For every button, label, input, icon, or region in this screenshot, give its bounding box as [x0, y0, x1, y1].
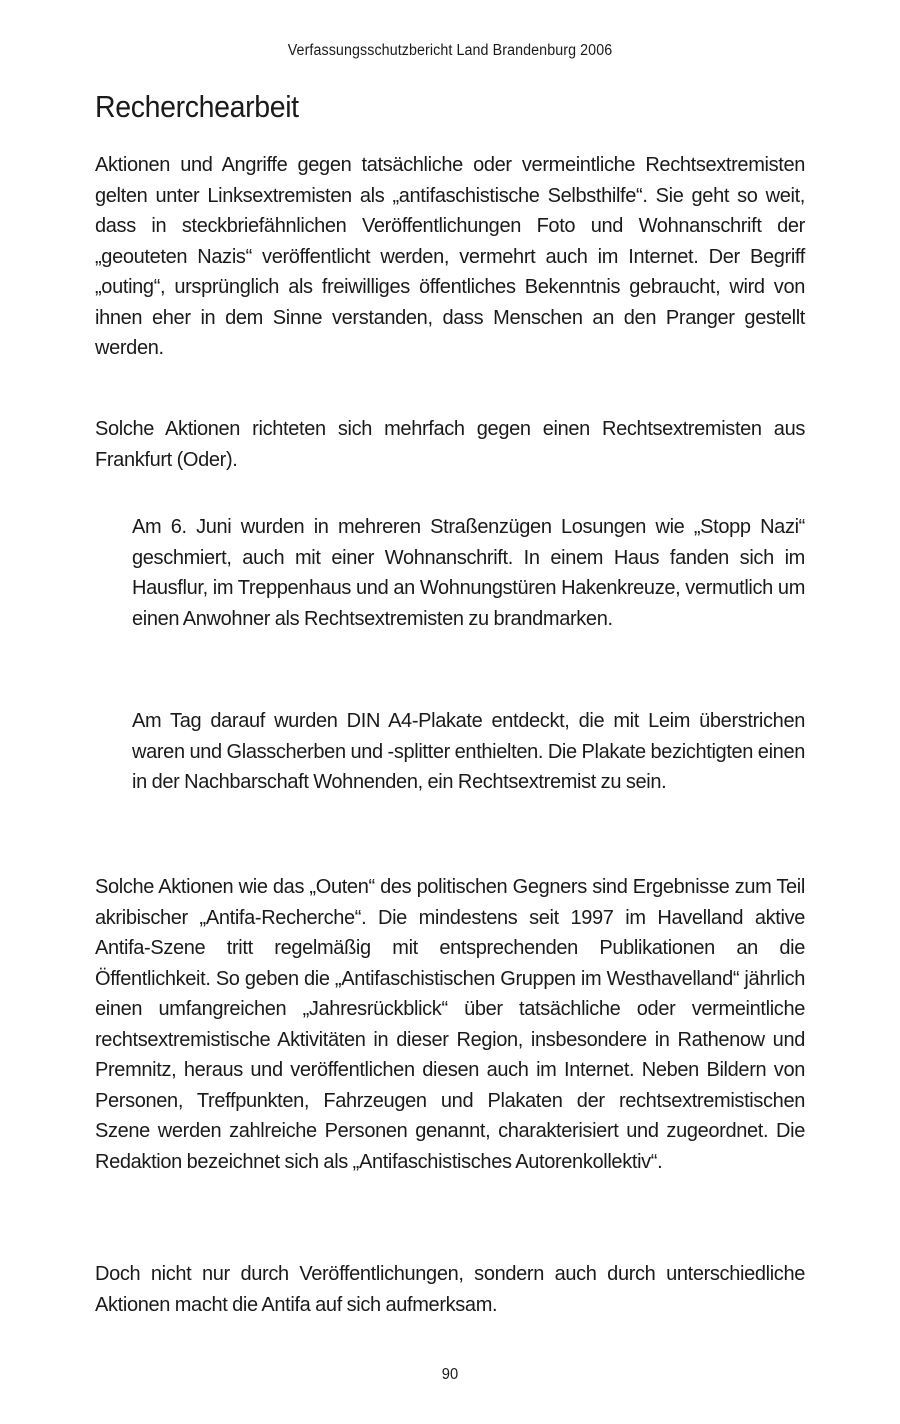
paragraph-antifa-actions: Doch nicht nur durch Veröffentlichungen, sondern auch durch unterschiedliche Aktionen macht die Antifa auf sich aufmerksam. — [95, 1263, 805, 1316]
paragraph-june-6-incident: Am 6. Juni wurden in mehreren Straßenzügen Losungen wie „Stopp Nazi“ geschmiert, auch mit einer Wohnanschrift. In einem Haus fanden sich im Hausflur, im Treppenhaus und an Wohnungstüren Hakenkreuze, vermutlich um einen Anwohner als Rechtsextremisten zu brandmarken. — [132, 516, 805, 630]
section-heading: Recherchearbeit — [95, 89, 299, 124]
paragraph-outing-intro: Aktionen und Angriffe gegen tatsächliche oder vermeintliche Rechtsextremisten gelten unter Linksextremisten als „antifaschistische Selbsthilfe“. Sie geht so weit, dass in steckbriefähnlichen Veröffentlichungen Foto und Wohnanschrift der „geouteten Nazis“ veröffentlicht werden, vermehrt auch im Internet. Der Begriff „outing“, ursprünglich als freiwilliges öffentliches Bekenntnis gebraucht, wird von ihnen eher in dem Sinne verstanden, dass Menschen an den Pranger gestellt werden. — [95, 154, 805, 359]
page-number: 90 — [441, 1366, 459, 1383]
running-header: Verfassungsschutzbericht Land Brandenburg 2006 — [287, 42, 613, 59]
paragraph-posters-incident: Am Tag darauf wurden DIN A4-Plakate entdeckt, die mit Leim überstrichen waren und Glasscherben und -splitter enthielten. Die Plakate bezichtigten einen in der Nachbarschaft Wohnenden, ein Rechtsextremist zu sein. — [132, 710, 805, 793]
paragraph-frankfurt-oder: Solche Aktionen richteten sich mehrfach gegen einen Rechtsextremisten aus Frankfurt (Oder). — [95, 418, 805, 471]
paragraph-antifa-research: Solche Aktionen wie das „Outen“ des politischen Gegners sind Ergebnisse zum Teil akribischer „Antifa-Recherche“. Die mindestens seit 1997 im Havelland aktive Antifa-Szene tritt regelmäßig mit entsprechenden Publikationen an die Öffentlichkeit. So geben die „Antifaschistischen Gruppen im Westhavelland“ jährlich einen umfangreichen „Jahresrückblick“ über tatsächliche oder vermeintliche rechtsextremistische Aktivitäten in dieser Region, insbesondere in Rathenow und Premnitz, heraus und veröffentlichen diesen auch im Internet. Neben Bildern von Personen, Treffpunkten, Fahrzeugen und Plakaten der rechtsextremistischen Szene werden zahlreiche Personen genannt, charakterisiert und zugeordnet. Die Redaktion bezeichnet sich als „Antifaschistisches Autorenkollektiv“. — [95, 876, 805, 1173]
